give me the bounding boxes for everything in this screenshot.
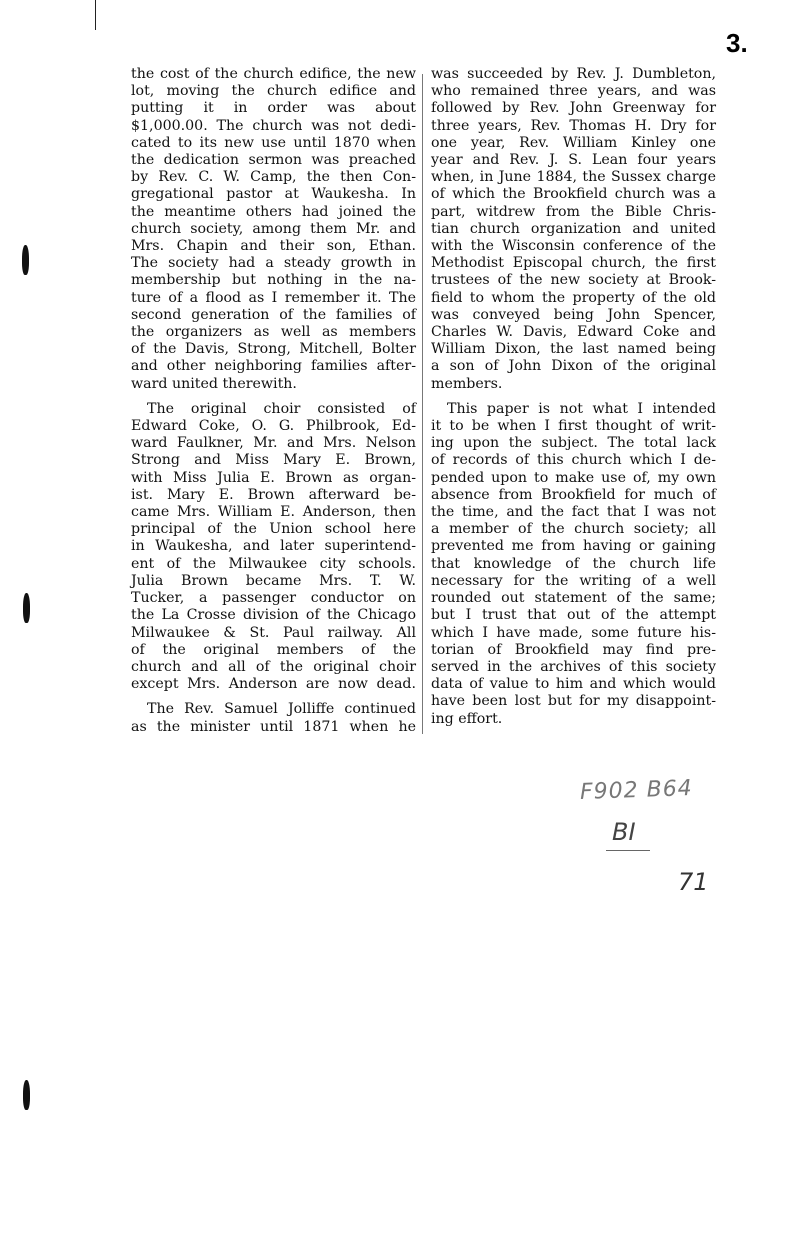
- text-line: ward Faulkner, Mr. and Mrs. Nelson: [131, 435, 416, 452]
- text-line: was succeeded by Rev. J. Dumbleton,: [431, 66, 716, 82]
- text-line: served in the archives of this society: [431, 658, 716, 675]
- page-number: 3.: [726, 28, 748, 58]
- left-text-column: [131, 66, 416, 736]
- text-line: it to be when I first thought of writ-: [431, 418, 716, 435]
- text-line: This paper is not what I intended: [447, 400, 716, 417]
- text-line: ture of a flood as I remember it. The: [131, 289, 416, 306]
- text-line: by Rev. C. W. Camp, the then Con-: [131, 169, 416, 186]
- text-line: Methodist Episcopal church, the first: [431, 255, 716, 272]
- text-line: tian church organization and united: [431, 220, 716, 237]
- text-line: trustees of the new society at Brook-: [431, 272, 716, 289]
- text-line: one year, Rev. William Kinley one: [431, 134, 716, 151]
- text-line: putting it in order was about: [131, 100, 416, 117]
- binding-mark-middle: [23, 593, 30, 623]
- text-line: field to whom the property of the old: [431, 289, 716, 306]
- text-line: church and all of the original choir: [131, 658, 416, 675]
- text-line: The Rev. Samuel Jolliffe continued: [147, 701, 416, 718]
- text-line: Charles W. Davis, Edward Coke and: [431, 324, 716, 341]
- text-line: William Dixon, the last named being: [431, 341, 716, 358]
- text-line: the dedication sermon was preached: [131, 152, 416, 169]
- text-line: which I have made, some future his-: [431, 624, 716, 641]
- text-line: part, witdrew from the Bible Chris-: [431, 203, 716, 220]
- handwritten-volume-note: BI: [612, 818, 636, 846]
- text-line: except Mrs. Anderson are now dead.: [131, 676, 416, 693]
- text-line: principal of the Union school here: [131, 521, 416, 538]
- paragraph-gap: [131, 393, 416, 401]
- text-line: rounded out statement of the same;: [431, 590, 716, 607]
- text-line: second generation of the families of: [131, 306, 416, 323]
- binding-mark-top: [22, 245, 29, 275]
- text-line: membership but nothing in the na-: [131, 272, 416, 289]
- text-line: who remained three years, and was: [431, 83, 716, 100]
- text-line: absence from Brookfield for much of: [431, 486, 716, 503]
- column-divider: [422, 74, 423, 734]
- text-line: year and Rev. J. S. Lean four years: [431, 152, 716, 169]
- text-line: of records of this church which I de-: [431, 452, 716, 469]
- binding-mark-bottom: [23, 1080, 30, 1110]
- text-line: cated to its new use until 1870 when: [131, 134, 416, 151]
- text-line: as the minister until 1871 when he: [131, 718, 416, 735]
- text-line: Mrs. Chapin and their son, Ethan.: [131, 238, 416, 255]
- text-line: the La Crosse division of the Chicago: [131, 607, 416, 624]
- paragraph-original-choir: [131, 401, 416, 693]
- paragraph-closing-remarks: [431, 401, 716, 728]
- text-line: but I trust that out of the attempt: [431, 607, 716, 624]
- text-line: ist. Mary E. Brown afterward be-: [131, 486, 416, 503]
- paragraph-gap: [131, 693, 416, 701]
- text-line: church society, among them Mr. and: [131, 220, 416, 237]
- text-line: when, in June 1884, the Sussex charge: [431, 169, 716, 186]
- text-line: that knowledge of the church life: [431, 555, 716, 572]
- text-line: Milwaukee & St. Paul railway. All: [131, 624, 416, 641]
- text-line: and other neighboring families after-: [131, 358, 416, 375]
- text-line: ward united therewith.: [131, 375, 297, 392]
- text-line: The society had a steady growth in: [131, 255, 416, 272]
- handwritten-underline: [606, 850, 650, 851]
- text-line: Edward Coke, O. G. Philbrook, Ed-: [131, 418, 416, 435]
- text-line: necessary for the writing of a well: [431, 572, 716, 589]
- text-line: Julia Brown became Mrs. T. W.: [131, 572, 416, 589]
- text-line: pended upon to make use of, my own: [431, 469, 716, 486]
- text-line: a son of John Dixon of the original: [431, 358, 716, 375]
- text-line: $1,000.00. The church was not dedi-: [131, 117, 416, 134]
- text-line: torian of Brookfield may find pre-: [431, 641, 716, 658]
- text-line: of the original members of the: [131, 641, 416, 658]
- text-line: prevented me from having or gaining: [431, 538, 716, 555]
- text-line: Strong and Miss Mary E. Brown,: [131, 452, 416, 469]
- paragraph-gap: [431, 393, 716, 401]
- text-line: ing effort.: [431, 710, 503, 727]
- text-line: followed by Rev. John Greenway for: [431, 100, 716, 117]
- text-line: a member of the church society; all: [431, 521, 716, 538]
- paragraph-rev-jolliffe: [131, 701, 416, 735]
- text-line: with Miss Julia E. Brown as organ-: [131, 469, 416, 486]
- text-line: the time, and the fact that I was not: [431, 504, 716, 521]
- paragraph-succession-of-ministers: [431, 66, 716, 393]
- right-text-column: [431, 66, 716, 728]
- text-line: ent of the Milwaukee city schools.: [131, 555, 416, 572]
- handwritten-call-number: F902 B64: [579, 776, 694, 805]
- text-line: of which the Brookfield church was a: [431, 186, 716, 203]
- text-line: lot, moving the church edifice and: [131, 83, 416, 100]
- scan-edge-line: [95, 0, 96, 30]
- text-line: members.: [431, 375, 503, 392]
- text-line: have been lost but for my disappoint-: [431, 693, 716, 710]
- text-line: Tucker, a passenger conductor on: [131, 590, 416, 607]
- text-line: data of value to him and which would: [431, 676, 716, 693]
- text-line: of the Davis, Strong, Mitchell, Bolter: [131, 341, 416, 358]
- text-line: was conveyed being John Spencer,: [431, 306, 716, 323]
- paragraph-church-edifice: [131, 66, 416, 393]
- text-line: the meantime others had joined the: [131, 203, 416, 220]
- text-line: ing upon the subject. The total lack: [431, 435, 716, 452]
- text-line: in Waukesha, and later superintend-: [131, 538, 416, 555]
- text-line: three years, Rev. Thomas H. Dry for: [431, 117, 716, 134]
- text-line: gregational pastor at Waukesha. In: [131, 186, 416, 203]
- text-line: with the Wisconsin conference of the: [431, 238, 716, 255]
- text-line: the cost of the church edifice, the new: [131, 66, 416, 82]
- text-line: came Mrs. William E. Anderson, then: [131, 504, 416, 521]
- text-line: The original choir consisted of: [147, 400, 416, 417]
- text-line: the organizers as well as members: [131, 324, 416, 341]
- handwritten-number-note: 71: [678, 868, 709, 896]
